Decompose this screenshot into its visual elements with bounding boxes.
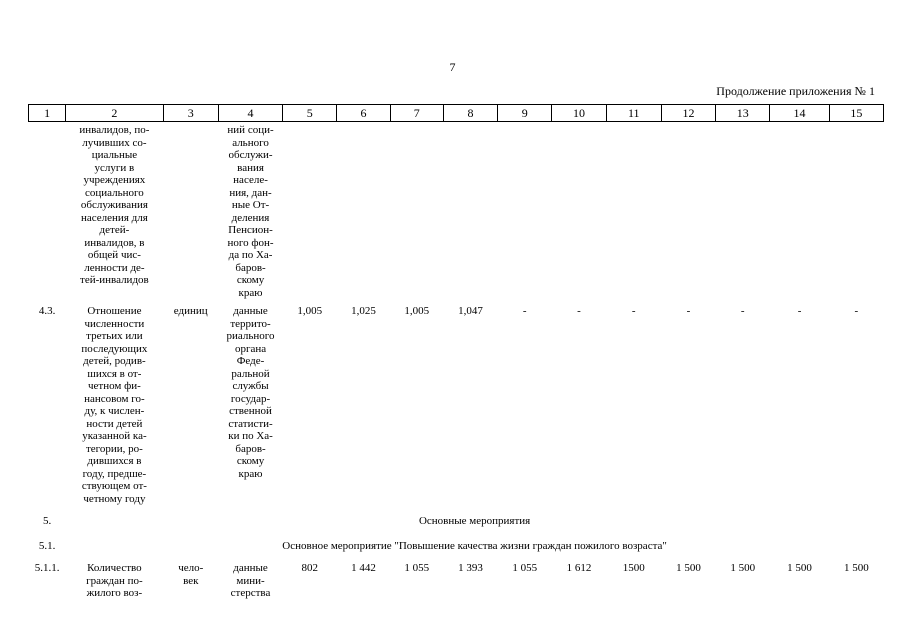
table-row-5-1-1 [29, 562, 884, 600]
value-cell: 1 612 [566, 562, 592, 574]
data-source-cell: данные мини- стерства [230, 562, 271, 599]
indicator-table [28, 104, 884, 600]
value-cell: 1,047 [458, 305, 483, 317]
table-row-4-3 [29, 305, 884, 513]
value-cell: 1 442 [351, 562, 376, 574]
value-cell: - [522, 305, 527, 317]
value-cell: - [686, 305, 691, 317]
header-cell: 2 [66, 105, 163, 122]
section-row-5 [29, 513, 884, 538]
unit-cell: единиц [173, 305, 208, 317]
value-cell: 1 055 [404, 562, 430, 574]
indicator-name-cell: Отношение численности третьих или последующих детей, родив- шихся в от- четном фи- нансовом го- ду, к числен- ности детей указанной ка- тегории, ро- дившихся в году, предше- ствующем от- четному году [81, 305, 148, 505]
header-cell: 4 [218, 105, 282, 122]
header-cell: 7 [390, 105, 443, 122]
value-cell: 1,005 [297, 305, 323, 317]
row-number-cell: 5.1. [38, 539, 56, 552]
value-cell: 1 393 [458, 562, 483, 574]
indicator-name-cell: инвалидов, по- лучивших со- циальные услуги в учреждениях социального обслуживания населения для детей- инвалидов, в общей чис- ленности де- тей-инвалидов [79, 124, 150, 286]
row-number-cell: 4.3. [38, 305, 56, 317]
value-cell: 1 500 [730, 562, 756, 574]
value-cell: 802 [301, 562, 319, 574]
header-cell: 10 [552, 105, 606, 122]
row-number-cell: 5. [42, 515, 52, 527]
row-number-cell: 5.1.1. [34, 562, 60, 574]
section-title: Основные мероприятия [418, 515, 531, 527]
value-cell: - [631, 305, 636, 317]
value-cell: 1,005 [404, 305, 430, 317]
data-source-cell: данные террито- риального органа Феде- ральной службы государ- ственной статисти- ки по Ха- баров- скому краю [226, 305, 275, 480]
header-row [29, 105, 884, 122]
header-cell: 6 [337, 105, 390, 122]
page-number: 7 [449, 60, 456, 74]
data-source-cell: ний соци- ального обслужи- вания населе- ния, дан- ные От- деления Пенсион- ного фон- да по Ха- баров- скому краю [227, 124, 274, 299]
value-cell: 1 500 [843, 562, 869, 574]
header-cell: 1 [29, 105, 66, 122]
header-cell: 5 [283, 105, 337, 122]
value-cell: - [854, 305, 859, 317]
unit-cell: чело- век [178, 562, 204, 587]
table-row-continued [29, 122, 884, 306]
value-cell: - [577, 305, 581, 317]
section-title: Основное мероприятие "Повышение качества жизни граждан пожилого возраста" [282, 539, 667, 552]
header-cell: 14 [770, 105, 829, 122]
header-cell: 15 [829, 105, 883, 122]
header-cell: 12 [661, 105, 715, 122]
section-row-5-1 [29, 538, 884, 563]
header-cell: 9 [498, 105, 552, 122]
value-cell: 1500 [622, 562, 645, 574]
header-cell: 3 [163, 105, 218, 122]
header-cell: 11 [606, 105, 661, 122]
value-cell: 1,025 [351, 305, 376, 317]
value-cell: 1 500 [676, 562, 701, 574]
header-cell: 13 [716, 105, 770, 122]
indicator-name-cell: Количество граждан по- жилого воз- [86, 562, 143, 599]
header-cell: 8 [443, 105, 497, 122]
value-cell: 1 055 [512, 562, 538, 574]
value-cell: - [740, 305, 745, 317]
continuation-label: Продолжение приложения № 1 [716, 84, 875, 98]
value-cell: 1 500 [787, 562, 812, 574]
value-cell: - [797, 305, 802, 317]
